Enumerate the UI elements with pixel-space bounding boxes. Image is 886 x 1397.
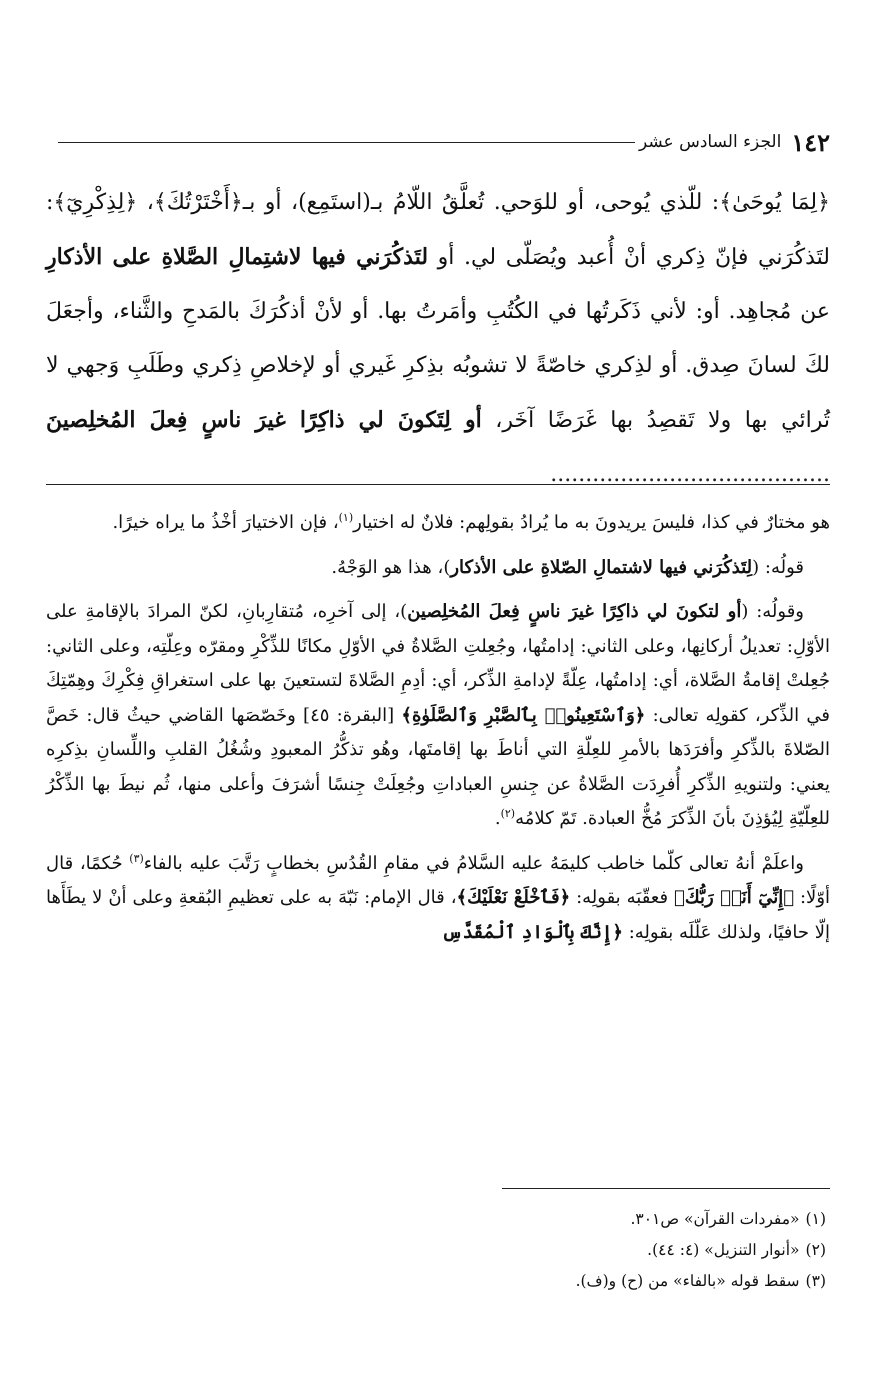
text-run: قولُه: ( bbox=[752, 556, 804, 578]
text-run: هو مختارٌ في كذا، فليسَ يريدونَ به ما يُرادُ بقولِهم: فلانٌ له اختيار bbox=[353, 512, 830, 533]
bold-text-run: أو لِتَكونَ لي ذاكِرًا غيرَ ناسٍ فِعلَ المُخلِصينَ bbox=[46, 407, 482, 433]
footnote-text: سقط قوله «بالفاء» من (ح) و(ف). bbox=[575, 1272, 800, 1290]
quran-quote: ﴿فَٱخْلَعْ نَعْلَيْكَ﴾ bbox=[456, 887, 571, 908]
commentary-paragraph bbox=[46, 595, 830, 837]
commentary bbox=[46, 506, 830, 960]
bold-text-run: لتَذكُرَني فيها لاشتِمالِ الصَّلاةِ على الأذكارِ bbox=[46, 244, 429, 270]
footnote-number: (١) bbox=[805, 1210, 826, 1228]
text-run: ، قال الإمام: نَبّهَ به على تعظيمِ البُقعةِ وعلى أنْ لا يطَأَها إلّا حافيًا، ولذلك عَلّلَه بقولِه: bbox=[46, 887, 830, 943]
bold-text-run: لِتَذكُرَني فيها لاشتمالِ الصّلاةِ على الأذكار bbox=[450, 556, 753, 578]
text-run: حُكمًا، قال أوّلًا: bbox=[46, 852, 831, 908]
text-run: واعلَمْ أنهُ تعالى كلّما خاطب كليمَهُ عليه السَّلامُ في مقامِ القُدُسِ بخطابٍ رَتَّبَ عليه بالفاء bbox=[143, 852, 804, 874]
text-run: )، هذا هو الوَجْهُ. bbox=[331, 556, 451, 578]
running-title: الجزء السادس عشر bbox=[639, 132, 782, 152]
footnote-number: (٢) bbox=[805, 1241, 826, 1259]
text-run: ﴿لِمَا يُوحَىٰ﴾: للّذي يُوحى، أو للوَحي. تُعلَّقُ اللّامُ بـ(استَمِع)، أو بـ﴿أَخْتَرْتُكَ﴾، ﴿لِذِكْرِيٓ﴾: لتَذكُرَني فإنّ ذِكري أنْ أُعبد ويُصَلّى لي. أو bbox=[46, 190, 830, 270]
commentary-paragraph bbox=[46, 506, 830, 541]
citation: [البقرة: ٤٥] bbox=[295, 704, 402, 726]
quran-quote: ﴿إِنَّكَ بِٱلْوَادِ ٱلْمُقَدَّسِ bbox=[441, 921, 623, 943]
dotted-leader: ........................................ bbox=[550, 462, 830, 487]
text-run: . bbox=[494, 808, 501, 829]
commentary-paragraph bbox=[46, 551, 830, 586]
text-separator-rule bbox=[46, 484, 830, 485]
bold-text-run: أو لتكونَ لي ذاكِرًا غيرَ ناسٍ فِعلَ المُخلِصين bbox=[407, 601, 742, 622]
footnote-text: «مفردات القرآن» ص٣٠١. bbox=[630, 1210, 800, 1228]
page-number: ١٤٢ bbox=[791, 127, 830, 157]
text-run: وخَصّصَها القاضي حيثُ قال: خَصَّ الصّلاةَ بالذِّكرِ وأفرَدَها بالأمرِ للعِلّةِ التي أناطَ بها إقامتَها، وهُو تذكُّرُ المعبودِ وشُغُلُ القلبِ واللِّسانِ بذِكرِه يعني: ولتنويهِ الذِّكرِ أُفرِدَت الصَّلاةُ عن جِنسِ العباداتِ وجُعِلَتْ جِنسًا أشرَفَ وأعلى منها، ثُم نيطَ بها الذِّكْرُ للعِلّيّةِ لِيُؤذِنَ بأنَ الذِّكرَ مُخُّ العبادة. تَمّ كلامُه bbox=[46, 704, 830, 829]
commentary-paragraph bbox=[46, 847, 830, 951]
footnotes bbox=[46, 1204, 830, 1297]
main-text-paragraph bbox=[46, 176, 830, 502]
footnote bbox=[46, 1235, 826, 1266]
footnote-ref: (١) bbox=[338, 511, 354, 524]
text-run: ، فإن الاختيارَ أخْذُ ما يراه خيرًا. bbox=[112, 512, 339, 533]
quran-quote: ﴿إِنِّيٓ أَنَا۠ رَبُّكَ﴾ bbox=[674, 887, 795, 908]
footnote-number: (٣) bbox=[805, 1272, 826, 1290]
header-rule bbox=[58, 142, 635, 143]
footnote bbox=[46, 1266, 826, 1297]
footnote-ref: (٢) bbox=[500, 807, 516, 820]
main-text bbox=[46, 176, 830, 502]
text-run: عن مُجاهِد. أو: لأني ذَكَرتُها في الكُتُبِ وأمَرتُ بها. أو لأنْ أذكُرَكَ بالمَدحِ والثَّناء، وأجعَلَ لكَ لسانَ صِدق. أو لذِكري خاصّةً لا تشوبُه بذِكرِ غَيري أو لإخلاصِ ذِكري وطَلَبِ وَجهي لا تُرائي بها ولا تَقصِدُ بها غَرَضًا آخَر، bbox=[46, 299, 830, 433]
page bbox=[46, 0, 830, 1397]
text-run: وقولُه: ( bbox=[741, 601, 804, 622]
footnote-text: «أنوار التنزيل» (٤: ٤٤). bbox=[647, 1241, 800, 1259]
footnote-rule bbox=[502, 1188, 830, 1189]
page-header bbox=[46, 126, 830, 158]
text-run: فعقّبَه بقولِه: bbox=[570, 887, 675, 908]
footnote bbox=[46, 1204, 826, 1235]
footnote-ref: (٣) bbox=[129, 851, 144, 865]
text-run: )، إلى آخرِه، مُتقارِبانِ، لكنّ المرادَ بالإقامةِ على الأوّلِ: تعديلُ أركانِها، وعلى الثاني: إدامتُها، وجُعِلتِ الصَّلاةُ في الأوّلِ مكانًا للذِّكْرِ ومقرّه وعِلّتِه، وعلى الثاني: جُعِلتْ إقامةُ الصَّلاة، أي: إدامتُها، عِلّةً لإدامةِ الذِّكر، أي: أدِمِ الصَّلاةَ لتستعينَ بها على استغراقِ فِكْرِكَ وهِمّتِكَ في الذِّكر، كقولِه تعالى: bbox=[46, 601, 831, 726]
quran-quote: ﴿وَٱسْتَعِينُوا۟ بِٱلصَّبْرِ وَٱلصَّلَوٰةِ﴾ bbox=[401, 704, 646, 726]
